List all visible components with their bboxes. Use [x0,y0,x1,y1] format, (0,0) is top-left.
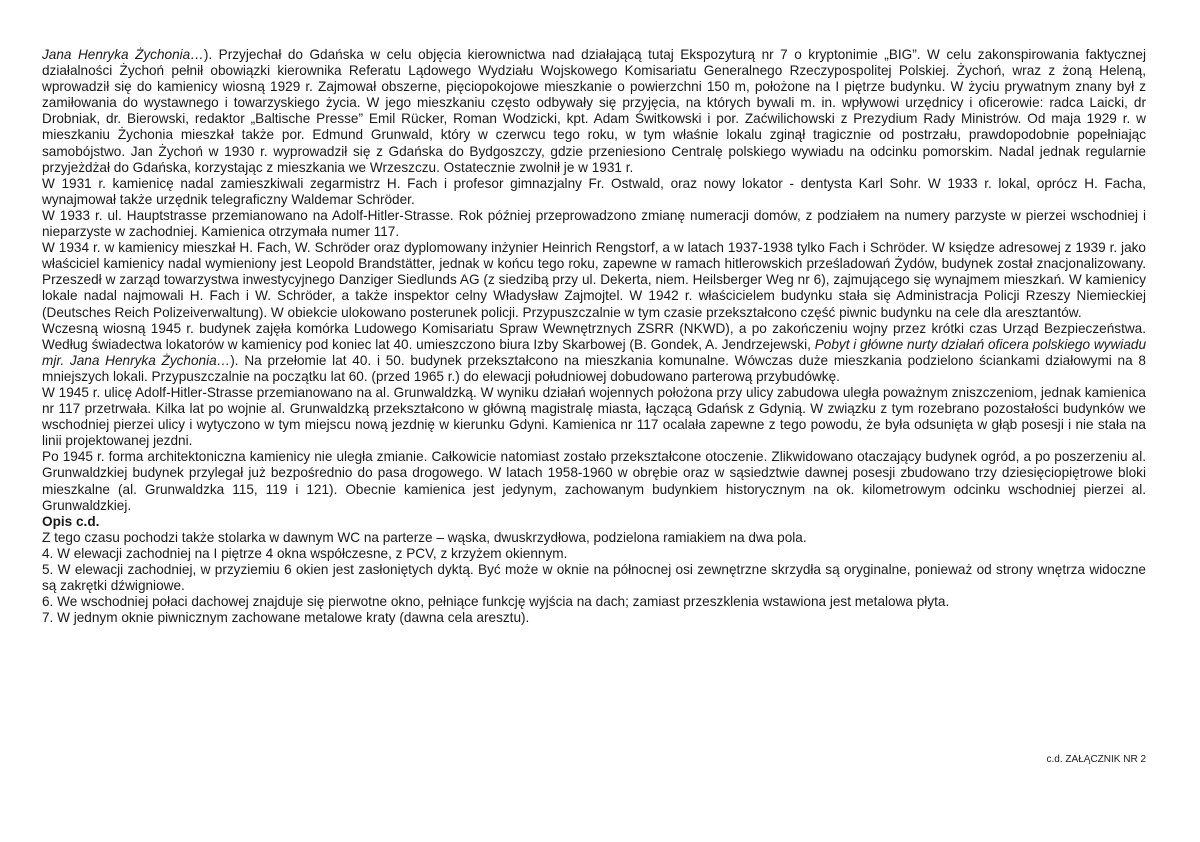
body-paragraph [42,449,1146,513]
body-paragraph [42,47,1146,176]
description-item: 7. W jednym oknie piwnicznym zachowane metalowe kraty (dawna cela aresztu). [42,610,530,626]
body-paragraph [42,208,1146,240]
paragraph-text: Po 1945 r. forma architektoniczna kamienicy nie uległa zmianie. Całkowicie natomiast zostało przekształcone otoczenie. Zlikwidowano otaczający budynek ogród, a po poszerzeniu al. Grunwaldzkiej budynek przylegał już bezpośrednio do pasa drogowego. W latach 1958-1960 w obrębie oraz w sąsiedztwie dawnej posesji zbudowano trzy dziesięciopiętrowe bloki mieszkalne (al. Grunwaldzka 115, 119 i 121). Obecnie kamienica jest jedynym, zachowanym budynkiem historycznym na ok. kilometrowym odcinku wschodniej pierzei al. Grunwaldzkiej. [42,449,1146,513]
paragraph-text: Wczesną wiosną 1945 r. budynek zajęła komórka Ludowego Komisariatu Spraw Wewnętrznych ZSRR (NKWD), a po zakończeniu wojny przez krótki czas Urząd Bezpieczeństwa. Według świadectwa lokatorów w kamienicy pod koniec lat 40. umieszczono biura Izby Skarbowej (B. Gondek, A. Jendrzejewski, [42,320,1146,352]
citation-text: Pobyt i główne nurty działań oficera polskiego wywiadu mjr. Jana Henryka Żychonia… [42,336,1147,368]
body-paragraph [42,321,1146,385]
body-paragraph [42,176,1146,208]
page-footer: c.d. ZAŁĄCZNIK NR 2 [1046,754,1146,765]
description-item: 6. We wschodniej połaci dachowej znajduje się pierwotne okno, pełniące funkcję wyjścia na dach; zamiast przeszklenia wstawiona jest metalowa płyta. [42,594,950,610]
paragraph-text: W 1945 r. ulicę Adolf-Hitler-Strasse przemianowano na al. Grunwaldzką. W wyniku działań wojennych położona przy ulicy zabudowa uległa poważnym zniszczeniom, jednak kamienica nr 117 przetrwała. Kilka lat po wojnie al. Grunwaldzką przekształcono w główną magistralę miasta, łączącą Gdańsk z Gdynią. W związku z tym rozebrano pozostałości budynków we wschodniej pierzei ulicy i wytyczono w tym miejscu nową jezdnię w kierunku Gdyni. Kamienica nr 117 ocalała zapewne z tego powodu, że była odsunięta w głąb posesji i nie stała na linii projektowanej jezdni. [42,384,1146,449]
paragraph-text: ). Przyjechał do Gdańska w celu objęcia kierownictwa nad działającą tutaj Ekspozyturą nr 7 o kryptonimie „BIG”. W celu zakonspirowania faktycznej działalności Żychoń pełnił obowiązki kierownika Referatu Lądowego Wydziału Wojskowego Komisariatu Generalnego Rzeczypospolitej Polskiej. Żychoń, wraz z żoną Heleną, wprowadził się do kamienicy wiosną 1929 r. Zajmował obszerne, pięciopokojowe mieszkanie o powierzchni 150 m, położone na I piętrze budynku. W życiu prywatnym znany był z zamiłowania do wystawnego i towarzyskiego życia. W jego mieszkaniu często odbywały się przyjęcia, na których bywali m. in. wpływowi urzędnicy i oficerowie: radca Laicki, dr Drobniak, dr. Bierowski, redaktor „Baltische Presse” Emil Rücker, Roman Wodzicki, kpt. Adam Świtkowski i por. Zaćwilichowski z Prezydium Rady Ministrów. Od maja 1929 r. w mieszkaniu Żychonia mieszkał także por. Edmund Grunwald, który w czerwcu tego roku, w tym właśnie lokalu zginął tragicznie od postrzału, prawdopodobnie popełniając samobójstwo. Jan Żychoń w 1930 r. wyprowadził się z Gdańska do Bydgoszczy, gdzie przeniesiono Centralę polskiego wywiadu na odcinku pomorskim. Nadal jednak regularnie przyjeżdżał do Gdańska, korzystając z mieszkania we Wrzeszczu. Ostatecznie zwolnił je w 1931 r. [42,47,1146,175]
body-paragraph [42,385,1146,449]
paragraph-text: W 1934 r. w kamienicy mieszkał H. Fach, W. Schröder oraz dyplomowany inżynier Heinrich Rengstorf, a w latach 1937-1938 tylko Fach i Schröder. W księdze adresowej z 1939 r. jako właściciel kamienicy nadal wymieniony jest Leopold Brandstätter, jednak w końcu tego roku, zapewne w ramach hitlerowskich prześladowań Żydów, budynek został znacjonalizowany. Przeszedł w zarząd towarzystwa inwestycyjnego Danziger Siedlunds AG (z siedzibą przy ul. Dekerta, niem. Heilsberger Weg nr 6), zajmującego się wynajmem mieszkań. W kamienicy lokale nadal najmowali H. Fach i W. Schröder, a także inspektor celny Władysław Zajmojtel. W 1942 r. właścicielem budynku stała się Administracja Policji Rzeszy Niemieckiej (Deutsches Reich Polizeiverwaltung). W obiekcie ulokowano posterunek policji. Przypuszczalnie w tym czasie przekształcono część piwnic budynku na cele dla aresztantów. [42,240,1146,320]
citation-text: Jana Henryka Żychonia… [42,47,204,62]
paragraph-text: ). Na przełomie lat 40. i 50. budynek przekształcono na mieszkania komunalne. Wówczas duże mieszkania podzielono ściankami działowymi na 8 mniejszych lokali. Przypuszczalnie na początku lat 60. (przed 1965 r.) do elewacji południowej dobudowano parterową przybudówkę. [42,352,1146,384]
document-body [42,47,1146,626]
description-item: Z tego czasu pochodzi także stolarka w dawnym WC na parterze – wąska, dwuskrzydłowa, podzielona ramiakiem na dwa pola. [42,529,807,545]
paragraph-text: W 1933 r. ul. Hauptstrasse przemianowano na Adolf-Hitler-Strasse. Rok później przeprowadzono zmianę numeracji domów, z podziałem na numery parzyste w pierzei wschodniej i nieparzyste w zachodniej. Kamienica otrzymała numer 117. [42,207,1146,240]
description-item: 5. W elewacji zachodniej, w przyziemiu 6 okien jest zasłoniętych dyktą. Być może w oknie na północnej osi zewnętrzne skrzydła są oryginalne, ponieważ od strony wnętrza widoczne są zakrętki dźwigniowe. [42,562,1146,594]
paragraph-text: W 1931 r. kamienicę nadal zamieszkiwali zegarmistrz H. Fach i profesor gimnazjalny Fr. Ostwald, oraz nowy lokator - dentysta Karl Sohr. W 1933 r. lokal, oprócz H. Facha, wynajmował także urzędnik telegraficzny Waldemar Schröder. [42,175,1146,207]
section-heading: Opis c.d. [42,513,100,529]
body-paragraph [42,240,1146,320]
description-item: 4. W elewacji zachodniej na I piętrze 4 okna współczesne, z PCV, z krzyżem okiennym. [42,545,568,561]
